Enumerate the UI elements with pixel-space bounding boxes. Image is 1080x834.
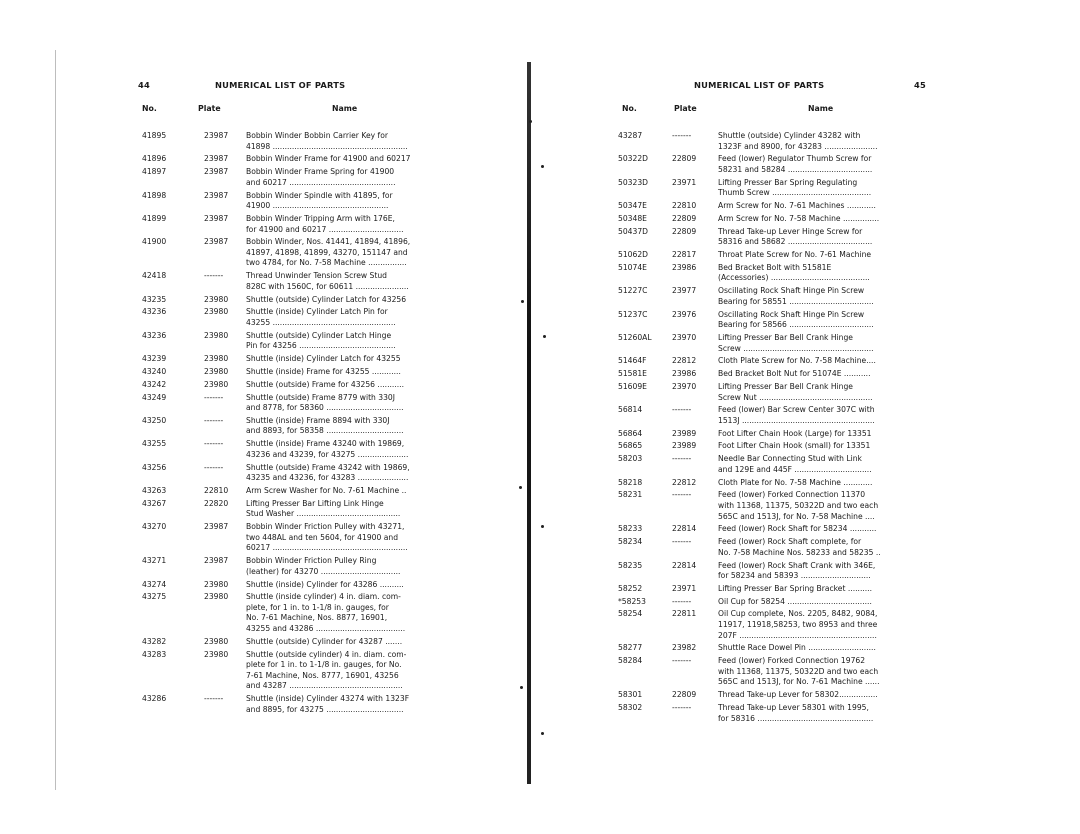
part-entry <box>142 556 460 577</box>
part-number: 51581E <box>618 369 647 379</box>
part-entry <box>618 214 928 225</box>
part-name: Bed Bracket Bolt with 51581E (Accessories) ......................................... <box>718 262 870 283</box>
part-name: Feed (lower) Forked Connection 19762 with 11368, 11375, 50322D and two each 565C and 1513J, for No. 7-61 Machine ...... <box>718 656 880 687</box>
plate-number: ------- <box>672 596 692 606</box>
left-page <box>138 80 460 718</box>
part-number: 43270 <box>142 522 167 532</box>
part-name: Shuttle (outside) Cylinder for 43287 ....... <box>246 636 403 646</box>
col-header-no: No. <box>622 104 637 113</box>
part-number: 50322D <box>618 154 649 164</box>
part-entry <box>142 694 460 715</box>
part-number: 41895 <box>142 131 167 140</box>
part-name: Shuttle (outside) Cylinder Latch Hinge Pin for 43256 ........................................ <box>246 330 396 351</box>
part-name: Shuttle (inside) Cylinder 43274 with 1323F and 8895, for 43275 ................................ <box>246 694 410 714</box>
plate-number: ------- <box>204 439 224 449</box>
part-name: Oil Cup complete, Nos. 2205, 8482, 9084, 11917, 11918,58253, two 8953 and three 207F ......................................................... <box>718 609 878 640</box>
part-number: 56814 <box>618 405 643 415</box>
part-name: Bobbin Winder Tripping Arm with 176E, for 41900 and 60217 ............................... <box>246 213 404 234</box>
part-number: 58233 <box>618 524 643 534</box>
part-number: 43242 <box>142 379 167 389</box>
part-name: Oscillating Rock Shaft Hinge Pin Screw Bearing for 58551 ................................... <box>718 286 874 306</box>
plate-number: ------- <box>672 702 692 712</box>
part-name: Feed (lower) Rock Shaft complete, for No. 7-58 Machine Nos. 58233 and 58235 .. <box>718 537 881 557</box>
part-name: Shuttle (inside) Frame for 43255 ............ <box>246 366 401 376</box>
part-entry <box>142 237 460 269</box>
part-number: 58234 <box>618 537 643 547</box>
plate-number: ------- <box>672 405 692 415</box>
part-number: 58284 <box>618 656 643 666</box>
part-number: 43275 <box>142 592 167 602</box>
part-number: 41896 <box>142 154 167 164</box>
part-entry <box>142 393 460 414</box>
part-entry <box>618 154 928 175</box>
part-entry <box>618 537 928 558</box>
part-name: Bobbin Winder Spindle with 41895, for 41900 ................................................ <box>246 190 393 211</box>
part-number: 41899 <box>142 213 167 223</box>
plate-number: 22809 <box>672 226 697 236</box>
part-name: Feed (lower) Forked Connection 11370 with 11368, 11375, 50322D and two each 565C and 1513J, for No. 7-58 Machine .... <box>718 490 879 521</box>
part-name: Feed (lower) Rock Shaft Crank with 346E, for 58234 and 58393 ............................. <box>718 560 876 581</box>
part-entry <box>618 310 928 331</box>
part-number: 50347E <box>618 201 647 211</box>
part-number: 43239 <box>142 354 167 364</box>
right-column-headers <box>618 104 928 118</box>
plate-number: 23987 <box>204 190 229 200</box>
part-entry <box>618 382 928 403</box>
part-name: Thread Take-up Lever 58301 with 1995, for 58316 ................................................ <box>718 702 874 723</box>
plate-number: 23977 <box>672 286 697 296</box>
part-name: Lifting Presser Bar Bell Crank Hinge Screw ...................................................... <box>718 332 874 353</box>
plate-number: ------- <box>204 462 224 472</box>
part-entry <box>618 178 928 199</box>
part-name: Shuttle (inside) Cylinder Latch Pin for 43255 ................................................... <box>246 307 396 327</box>
plate-number: ------- <box>204 392 224 402</box>
part-entry <box>618 356 928 367</box>
part-entry <box>142 580 460 591</box>
plate-number: 23987 <box>204 237 229 247</box>
gutter-mark <box>529 120 532 123</box>
book-gutter <box>527 62 531 784</box>
left-page-number: 44 <box>138 80 150 90</box>
part-name: Shuttle (inside) Cylinder for 43286 .......... <box>246 579 404 589</box>
part-number: 43286 <box>142 694 167 704</box>
part-entry <box>618 286 928 307</box>
part-number: 58301 <box>618 690 643 700</box>
plate-number: 23970 <box>672 332 697 342</box>
part-entry <box>142 522 460 554</box>
part-name: Thread Take-up Lever Hinge Screw for 58316 and 58682 ................................... <box>718 226 873 247</box>
part-entry <box>618 441 928 452</box>
col-header-no: No. <box>142 104 157 113</box>
part-entry <box>618 227 928 248</box>
part-entry <box>618 490 928 522</box>
plate-number: 22810 <box>204 486 229 495</box>
plate-number: 22814 <box>672 560 697 570</box>
part-entry <box>142 499 460 520</box>
part-name: Cloth Plate for No. 7-58 Machine ............ <box>718 477 873 487</box>
part-entry <box>618 703 928 724</box>
plate-number: 23980 <box>204 636 229 646</box>
part-number: 50348E <box>618 213 647 223</box>
plate-number: 22817 <box>672 250 697 260</box>
left-page-title: NUMERICAL LIST OF PARTS <box>215 80 346 90</box>
part-entry <box>618 405 928 426</box>
part-entry <box>618 478 928 489</box>
part-number: 51237C <box>618 309 648 319</box>
part-name: Feed (lower) Rock Shaft for 58234 ........... <box>718 524 877 534</box>
part-number: 58254 <box>618 609 643 619</box>
part-entry <box>618 597 928 608</box>
part-number: 43271 <box>142 556 167 566</box>
left-page-header <box>138 80 460 94</box>
part-name: Shuttle (inside) Frame 8894 with 330J and 8893, for 58358 ................................ <box>246 415 404 436</box>
plate-number: 22810 <box>672 201 697 211</box>
part-entry <box>618 643 928 654</box>
part-name: Shuttle Race Dowel Pin ............................ <box>718 643 876 653</box>
part-name: Arm Screw for No. 7-58 Machine ............... <box>718 213 880 223</box>
part-entry <box>142 331 460 352</box>
part-name: Thread Unwinder Tension Screw Stud 828C with 1560C, for 60611 ...................... <box>246 271 409 291</box>
plate-number: 22812 <box>672 477 697 487</box>
gutter-mark <box>541 525 544 528</box>
part-entry <box>142 154 460 165</box>
part-number: 43287 <box>618 131 643 140</box>
part-number: 50437D <box>618 226 649 236</box>
part-entry <box>142 486 460 497</box>
plate-number: 23987 <box>204 167 229 177</box>
part-number: 50323D <box>618 177 649 187</box>
part-number: 43263 <box>142 486 167 495</box>
part-entry <box>142 295 460 306</box>
part-name: Shuttle (outside cylinder) 4 in. diam. com- plete for 1 in. to 1-1/8 in. gauges, for No. 7-61 Machine, Nos. 8777, 16901, 43256 and 43287 ............................................... <box>246 649 407 691</box>
gutter-mark <box>541 165 544 168</box>
right-page-title: NUMERICAL LIST OF PARTS <box>694 80 825 90</box>
part-name: Feed (lower) Regulator Thumb Screw for 58231 and 58284 ................................... <box>718 154 873 174</box>
right-page-number: 45 <box>914 80 926 90</box>
part-name: Shuttle (inside cylinder) 4 in. diam. com- plete, for 1 in. to 1-1/8 in. gauges, for No. 7-61 Machine, Nos. 8877, 16901, 43255 and 43286 ..................................... <box>246 592 406 634</box>
plate-number: 23980 <box>204 354 229 364</box>
part-number: 41897 <box>142 167 167 177</box>
part-name: Oil Cup for 58254 ................................... <box>718 596 872 606</box>
part-entry <box>142 380 460 391</box>
part-name: Bobbin Winder Friction Pulley Ring (leather) for 43270 ................................. <box>246 556 401 576</box>
col-header-plate: Plate <box>198 104 221 113</box>
part-name: Bobbin Winder Friction Pulley with 43271, two 448AL and ten 5604, for 41900 and 60217 ........................................................ <box>246 522 408 553</box>
part-entry <box>142 439 460 460</box>
plate-number: 22809 <box>672 690 697 700</box>
plate-number: 22811 <box>672 609 697 619</box>
part-number: 43249 <box>142 392 167 402</box>
part-name: Lifting Presser Bar Bell Crank Hinge Screw Nut ............................................... <box>718 381 873 402</box>
plate-number: 23987 <box>204 556 229 566</box>
part-number: 58302 <box>618 702 643 712</box>
part-number: 43235 <box>142 294 167 304</box>
part-entry <box>618 429 928 440</box>
part-number: 51227C <box>618 286 648 296</box>
part-number: 51464F <box>618 356 647 366</box>
part-name: Oscillating Rock Shaft Hinge Pin Screw Bearing for 58566 ................................... <box>718 309 874 330</box>
col-header-plate: Plate <box>674 104 697 113</box>
plate-number: 23987 <box>204 131 229 140</box>
part-number: 42418 <box>142 271 167 281</box>
part-entry <box>142 650 460 692</box>
part-entry <box>142 167 460 188</box>
part-entry <box>142 131 460 152</box>
part-entry <box>618 369 928 380</box>
gutter-mark <box>543 335 546 338</box>
plate-number: ------- <box>672 656 692 666</box>
part-entry <box>142 637 460 648</box>
part-number: *58253 <box>618 596 646 606</box>
part-number: 43236 <box>142 307 167 317</box>
part-name: Lifting Presser Bar Lifting Link Hinge Stud Washer ........................................... <box>246 498 401 519</box>
col-header-name: Name <box>808 104 834 113</box>
gutter-mark <box>520 686 523 689</box>
part-name: Shuttle (inside) Cylinder Latch for 43255 <box>246 354 401 364</box>
part-entry <box>142 592 460 634</box>
part-entry <box>618 690 928 701</box>
plate-number: 23987 <box>204 154 229 164</box>
part-name: Shuttle (outside) Cylinder Latch for 43256 <box>246 294 407 304</box>
right-page-header <box>618 80 928 94</box>
part-entry <box>142 191 460 212</box>
plate-number: 23980 <box>204 294 229 304</box>
part-name: Bobbin Winder, Nos. 41441, 41894, 41896, 41897, 41898, 41899, 43270, 151147 and two 4784, for No. 7-58 Machine ................ <box>246 237 411 268</box>
part-entry <box>142 271 460 292</box>
part-entry <box>618 333 928 354</box>
part-number: 58231 <box>618 490 643 500</box>
plate-number: 23982 <box>672 643 697 653</box>
part-name: Lifting Presser Bar Spring Regulating Thumb Screw ......................................... <box>718 177 872 198</box>
part-entry <box>142 416 460 437</box>
plate-number: 22820 <box>204 498 229 508</box>
part-number: 56865 <box>618 441 643 451</box>
part-name: Shuttle (inside) Frame 43240 with 19869, 43236 and 43239, for 43275 ..................... <box>246 439 409 459</box>
plate-number: 23976 <box>672 309 697 319</box>
part-entry <box>618 609 928 641</box>
part-name: Arm Screw Washer for No. 7-61 Machine .. <box>246 486 407 495</box>
part-name: Shuttle (outside) Cylinder 43282 with 1323F and 8900, for 43283 ...................... <box>718 131 878 151</box>
plate-number: 23980 <box>204 307 229 317</box>
part-name: Lifting Presser Bar Spring Bracket .......... <box>718 583 873 593</box>
part-entry <box>618 561 928 582</box>
part-number: 43282 <box>142 636 167 646</box>
part-number: 51074E <box>618 262 647 272</box>
part-name: Shuttle (outside) Frame 43242 with 19869, 43235 and 43236, for 43283 ..................... <box>246 462 410 483</box>
plate-number: ------- <box>204 415 224 425</box>
plate-number: ------- <box>672 131 692 140</box>
plate-number: 23986 <box>672 262 697 272</box>
plate-number: 23986 <box>672 369 697 379</box>
scan-edge-line <box>55 50 56 790</box>
plate-number: 23980 <box>204 592 229 602</box>
part-number: 56864 <box>618 428 643 438</box>
part-entry <box>618 656 928 688</box>
part-name: Needle Bar Connecting Stud with Link and 129E and 445F ................................ <box>718 454 872 474</box>
plate-number: 22809 <box>672 154 697 164</box>
plate-number: 23971 <box>672 177 697 187</box>
part-name: Throat Plate Screw for No. 7-61 Machine <box>718 250 872 260</box>
part-entry <box>618 201 928 212</box>
part-number: 43236 <box>142 330 167 340</box>
plate-number: 23987 <box>204 522 229 532</box>
plate-number: 22812 <box>672 356 697 366</box>
part-name: Shuttle (outside) Frame 8779 with 330J and 8778, for 58360 ................................ <box>246 392 404 413</box>
part-name: Arm Screw for No. 7-61 Machines ............ <box>718 201 876 211</box>
left-column-headers <box>142 104 460 118</box>
plate-number: 22814 <box>672 524 697 534</box>
plate-number: 22809 <box>672 213 697 223</box>
part-name: Foot Lifter Chain Hook (Large) for 13351 <box>718 428 872 438</box>
part-number: 58235 <box>618 560 643 570</box>
col-header-name: Name <box>332 104 358 113</box>
part-entry <box>618 454 928 475</box>
part-name: Thread Take-up Lever for 58302................ <box>718 690 878 700</box>
part-number: 43250 <box>142 415 167 425</box>
part-number: 51260AL <box>618 332 652 342</box>
gutter-mark <box>541 732 544 735</box>
plate-number: 23989 <box>672 428 697 438</box>
part-number: 41900 <box>142 237 167 247</box>
plate-number: 23987 <box>204 213 229 223</box>
part-entry <box>142 354 460 365</box>
plate-number: 23980 <box>204 379 229 389</box>
part-name: Bobbin Winder Frame Spring for 41900 and 60217 ............................................ <box>246 167 396 187</box>
part-name: Shuttle (outside) Frame for 43256 ........... <box>246 379 404 389</box>
part-entry <box>142 214 460 235</box>
plate-number: ------- <box>672 454 692 464</box>
part-number: 43274 <box>142 579 167 589</box>
part-name: Cloth Plate Screw for No. 7-58 Machine.... <box>718 356 876 366</box>
part-number: 58277 <box>618 643 643 653</box>
plate-number: 23980 <box>204 366 229 376</box>
part-number: 58218 <box>618 477 643 487</box>
part-name: Foot Lifter Chain Hook (small) for 13351 <box>718 441 871 451</box>
part-number: 58203 <box>618 454 643 464</box>
plate-number: ------- <box>672 537 692 547</box>
plate-number: ------- <box>204 271 224 281</box>
part-number: 43283 <box>142 649 167 659</box>
part-entry <box>618 524 928 535</box>
plate-number: 23970 <box>672 381 697 391</box>
part-name: Feed (lower) Bar Screw Center 307C with 1513J ....................................................... <box>718 405 875 425</box>
right-parts-list <box>618 131 928 724</box>
part-number: 43255 <box>142 439 167 449</box>
part-entry <box>618 131 928 152</box>
part-number: 41898 <box>142 190 167 200</box>
part-name: Bobbin Winder Bobbin Carrier Key for 41898 ........................................................ <box>246 131 408 151</box>
plate-number: 23980 <box>204 579 229 589</box>
part-number: 51062D <box>618 250 649 260</box>
gutter-mark <box>519 486 522 489</box>
part-entry <box>142 463 460 484</box>
part-entry <box>142 367 460 378</box>
part-entry <box>142 307 460 328</box>
plate-number: 23989 <box>672 441 697 451</box>
plate-number: 23971 <box>672 583 697 593</box>
part-entry <box>618 584 928 595</box>
plate-number: ------- <box>204 694 224 704</box>
plate-number: 23980 <box>204 330 229 340</box>
plate-number: ------- <box>672 490 692 500</box>
part-number: 58252 <box>618 583 643 593</box>
part-name: Bed Bracket Bolt Nut for 51074E ........... <box>718 369 871 379</box>
plate-number: 23980 <box>204 649 229 659</box>
right-page <box>618 80 928 726</box>
part-number: 51609E <box>618 381 647 391</box>
part-number: 43240 <box>142 366 167 376</box>
part-name: Bobbin Winder Frame for 41900 and 60217 <box>246 154 411 164</box>
part-number: 43267 <box>142 498 167 508</box>
part-entry <box>618 250 928 261</box>
part-entry <box>618 263 928 284</box>
part-number: 43256 <box>142 462 167 472</box>
left-parts-list <box>142 131 460 715</box>
gutter-mark <box>521 300 524 303</box>
